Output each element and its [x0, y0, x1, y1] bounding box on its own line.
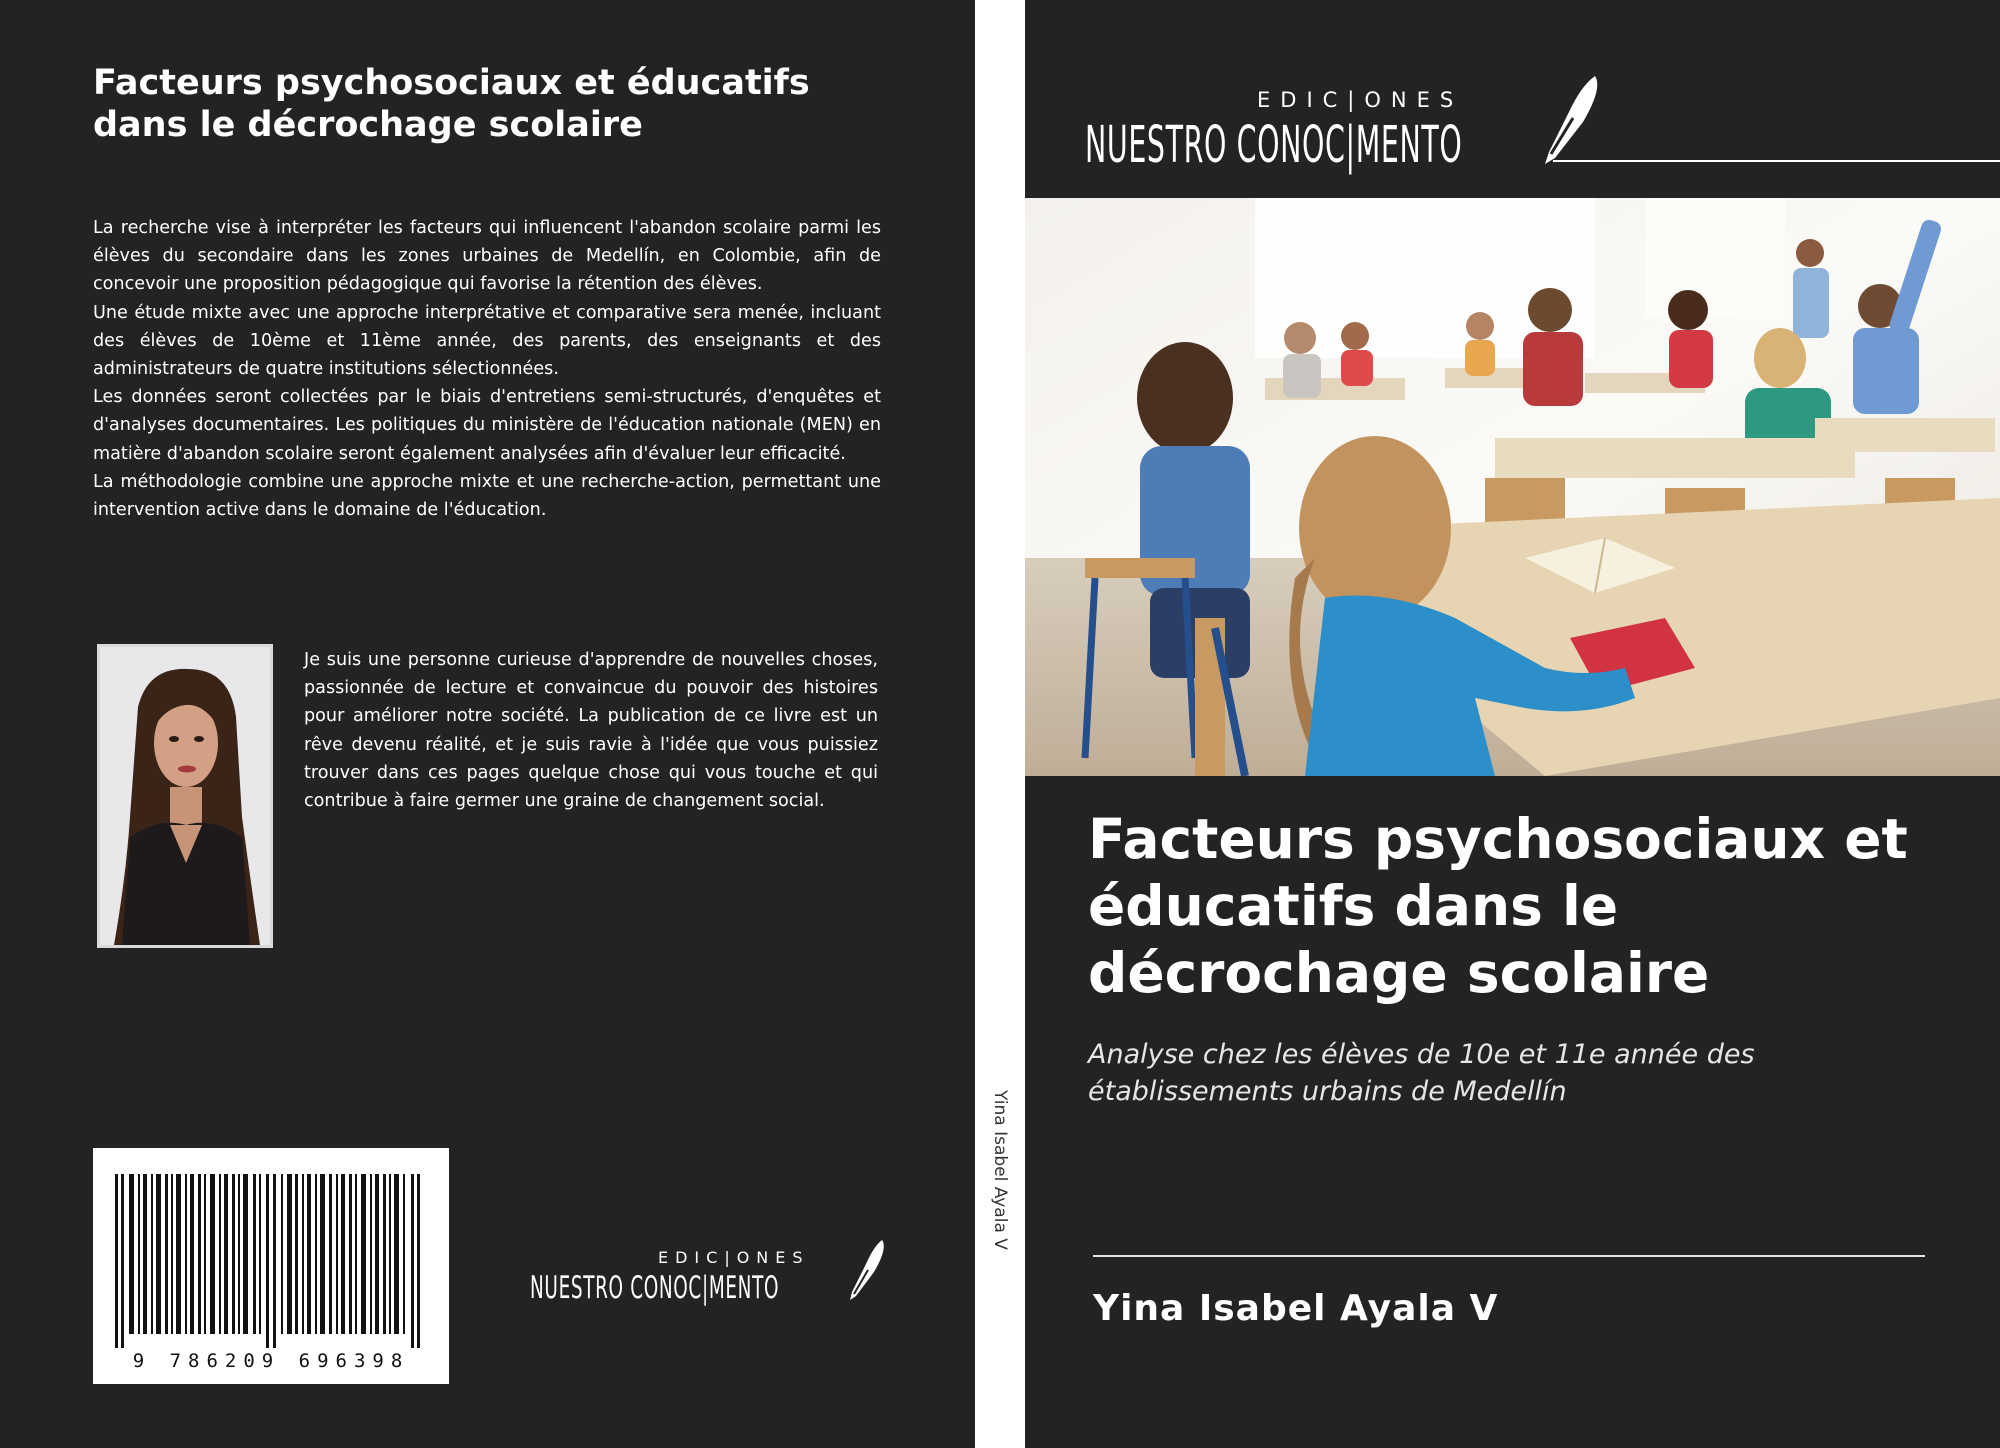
publisher-logo-bottom-line: NUESTRO CONOC|MENTO	[1085, 116, 1463, 175]
fountain-pen-nib-icon	[1537, 74, 1603, 166]
front-cover-subtitle: Analyse chez les élèves de 10e et 11e année des établissements urbains de Medellín	[1088, 1039, 1755, 1107]
front-cover-title: Facteurs psychosociaux et éducatifs dans le décrochage scolaire	[1088, 807, 1908, 1005]
summary-paragraph: La méthodologie combine une approche mixte et une recherche-action, permettant une intervention active dans le domaine de l'éducation.	[93, 471, 881, 521]
publisher-logo-top-line: EDIC|ONES	[1257, 88, 1464, 112]
summary-paragraph: La recherche vise à interpréter les facteurs qui influencent l'abandon scolaire parmi les élèves du secondaire dans les zones urbaines de Medellín, en Colombie, afin de concevoir une proposition pédagogique qui favorise la rétention des élèves.	[93, 218, 881, 295]
book-summary	[93, 214, 881, 524]
author-divider	[1093, 1255, 1925, 1257]
back-cover-title: Facteurs psychosociaux et éducatifs dans le décrochage scolaire	[93, 63, 810, 145]
spine	[975, 0, 1025, 1448]
spine-author: Yina Isabel Ayala V	[990, 1090, 1010, 1250]
publisher-logo-top-line: EDIC|ONES	[658, 1248, 810, 1267]
back-cover	[0, 0, 975, 1448]
barcode-bars	[93, 1148, 449, 1384]
front-cover	[1025, 0, 2000, 1448]
cover-photo	[1025, 198, 2000, 776]
publisher-logo	[530, 1248, 890, 1308]
isbn-digits: 9 786209 696398	[132, 1350, 410, 1372]
logo-rule	[1553, 160, 2000, 162]
summary-paragraph: Les données seront collectées par le biais d'entretiens semi-structurés, d'enquêtes et d'analyses documentaires. Les politiques du ministère de l'éducation nationale (MEN) en matière d'abandon scolaire seront également analysées afin d'évaluer leur efficacité.	[93, 387, 881, 464]
author-photo	[97, 644, 273, 948]
fountain-pen-nib-icon	[844, 1238, 888, 1302]
publisher-logo	[1085, 76, 2000, 175]
publisher-logo-bottom-line: NUESTRO CONOC|MENTO	[530, 1270, 780, 1306]
summary-paragraph: Une étude mixte avec une approche interprétative et comparative sera menée, incluant des élèves de 10ème et 11ème année, des parents, des enseignants et des administrateurs de quatre institutions sélectionnées.	[93, 302, 881, 380]
author-bio: Je suis une personne curieuse d'apprendre de nouvelles choses, passionnée de lecture et convaincue du pouvoir des histoires pour améliorer notre société. La publication de ce livre est un rêve devenu réalité, et je suis ravie à l'idée que vous puissiez trouver dans ces pages quelque chose qui vous touche et qui contribue à faire germer une graine de changement social.	[304, 650, 878, 812]
isbn-barcode	[93, 1148, 449, 1384]
front-cover-author: Yina Isabel Ayala V	[1093, 1288, 1499, 1329]
author-portrait-illustration	[100, 647, 270, 945]
classroom-illustration	[1025, 198, 2000, 776]
spine-author-block	[975, 1090, 1025, 1330]
